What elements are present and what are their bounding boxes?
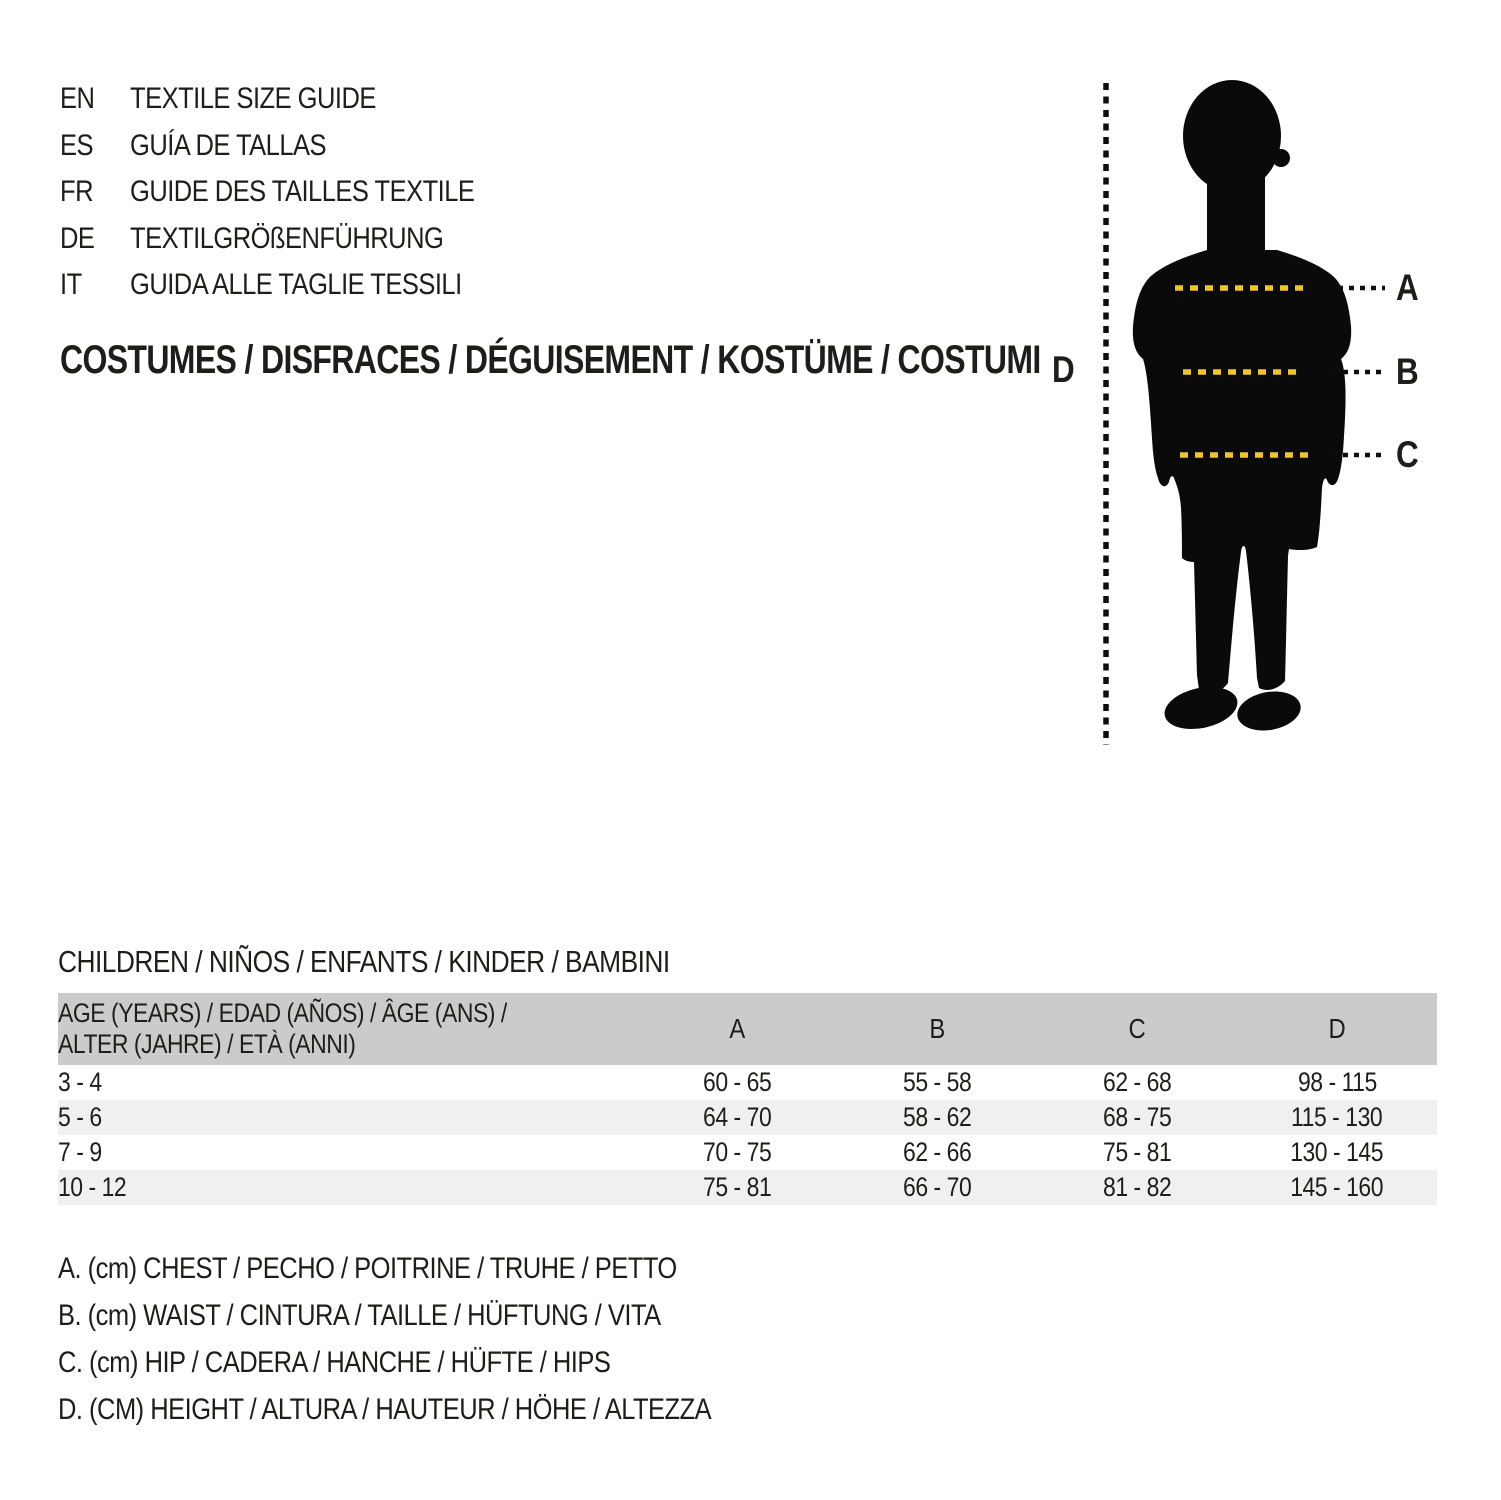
table-row xyxy=(58,1170,1437,1205)
age-cell: 7 - 9 xyxy=(58,1137,102,1167)
language-code: IT xyxy=(60,268,82,301)
measurement-legend xyxy=(58,1252,826,1440)
chest-value-cell: 75 - 81 xyxy=(703,1172,772,1202)
legend-line-height: D. (CM) HEIGHT / ALTURA / HAUTEUR / HÖHE / ALTEZZA xyxy=(58,1393,712,1426)
child-silhouette-icon xyxy=(1133,80,1351,735)
category-heading: COSTUMES / DISFRACES / DÉGUISEMENT / KOSTÜME / COSTUMI xyxy=(60,338,1041,382)
waist-value-cell: 66 - 70 xyxy=(902,1172,972,1202)
table-header-row xyxy=(58,993,1437,1065)
legend-line-chest: A. (cm) CHEST / PECHO / POITRINE / TRUHE / PETTO xyxy=(58,1252,677,1285)
language-title: TEXTILGRÖßENFÜHRUNG xyxy=(130,221,444,255)
language-row-fr xyxy=(60,175,535,222)
height-value-cell: 145 - 160 xyxy=(1290,1172,1384,1202)
language-row-it xyxy=(60,268,535,315)
language-title: GUIDE DES TAILLES TEXTILE xyxy=(130,175,475,208)
language-title: GUÍA DE TALLAS xyxy=(130,128,327,162)
table-row xyxy=(58,1100,1437,1135)
chest-label-a: A xyxy=(1395,267,1419,308)
chest-value-cell: 64 - 70 xyxy=(703,1102,772,1132)
height-value-cell: 98 - 115 xyxy=(1297,1067,1377,1097)
height-value-cell: 115 - 130 xyxy=(1291,1102,1383,1132)
children-size-table xyxy=(58,993,1437,1205)
hip-value-cell: 68 - 75 xyxy=(1102,1102,1172,1132)
column-header-d: D xyxy=(1328,1013,1346,1044)
hip-value-cell: 62 - 68 xyxy=(1102,1067,1172,1097)
age-column-header: AGE (YEARS) / EDAD (AÑOS) / ÂGE (ANS) / ALTER (JAHRE) / ETÀ (ANNI) xyxy=(58,998,507,1059)
language-code: ES xyxy=(60,128,94,162)
language-code: FR xyxy=(60,175,93,208)
language-row-en xyxy=(60,82,535,129)
waist-value-cell: 62 - 66 xyxy=(902,1137,972,1167)
legend-line-waist: B. (cm) WAIST / CINTURA / TAILLE / HÜFTUNG / VITA xyxy=(58,1299,661,1332)
hip-label-c: C xyxy=(1395,434,1419,475)
language-title-list xyxy=(60,82,535,315)
table-section-title: CHILDREN / NIÑOS / ENFANTS / KINDER / BAMBINI xyxy=(58,944,670,979)
waist-value-cell: 55 - 58 xyxy=(902,1067,972,1097)
language-title: GUIDA ALLE TAGLIE TESSILI xyxy=(130,268,462,301)
language-row-es xyxy=(60,129,535,176)
height-value-cell: 130 - 145 xyxy=(1290,1137,1384,1167)
chest-value-cell: 70 - 75 xyxy=(703,1137,772,1167)
language-code: EN xyxy=(60,82,95,115)
waist-label-b: B xyxy=(1395,351,1419,392)
language-code: DE xyxy=(60,221,95,255)
waist-value-cell: 58 - 62 xyxy=(902,1102,972,1132)
age-cell: 10 - 12 xyxy=(58,1172,127,1202)
language-row-de xyxy=(60,222,535,269)
column-header-c: C xyxy=(1128,1013,1146,1044)
hip-value-cell: 81 - 82 xyxy=(1102,1172,1172,1202)
language-title: TEXTILE SIZE GUIDE xyxy=(130,82,376,115)
child-silhouette-figure xyxy=(1095,78,1390,748)
height-label-d: D xyxy=(1051,349,1075,390)
chest-value-cell: 60 - 65 xyxy=(703,1067,772,1097)
hip-value-cell: 75 - 81 xyxy=(1102,1137,1172,1167)
age-cell: 5 - 6 xyxy=(58,1102,102,1132)
column-header-b: B xyxy=(929,1013,945,1044)
table-row xyxy=(58,1135,1437,1170)
table-row xyxy=(58,1065,1437,1100)
column-header-a: A xyxy=(729,1013,745,1044)
legend-line-hip: C. (cm) HIP / CADERA / HANCHE / HÜFTE / HIPS xyxy=(58,1346,611,1379)
age-cell: 3 - 4 xyxy=(58,1067,102,1097)
